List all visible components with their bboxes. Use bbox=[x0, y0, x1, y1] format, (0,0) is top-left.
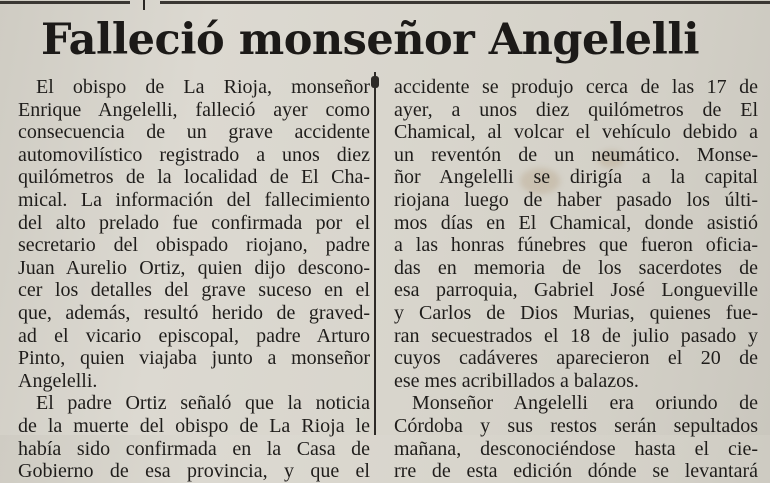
text-line: que, además, resultó herido de graved- bbox=[18, 301, 370, 324]
top-rule bbox=[0, 0, 770, 6]
text-line: de la muerte del obispo de La Rioja le bbox=[18, 414, 370, 437]
text-line: consecuencia de un grave accidente bbox=[18, 121, 370, 144]
text-line: Angelelli. bbox=[18, 369, 98, 392]
text-line: mañana, desconociéndose hasta el cie- bbox=[394, 437, 758, 460]
text-line: Monseñor Angelelli era oriundo de bbox=[412, 392, 758, 415]
text-line: ran secuestrados el 18 de julio pasado y bbox=[394, 324, 758, 347]
text-line: ñor Angelelli se dirigía a la capital bbox=[394, 166, 758, 189]
text-line: a las honras fúnebres que fueron oficia- bbox=[394, 234, 758, 257]
text-line: cuyos cadáveres aparecieron el 20 de bbox=[394, 347, 758, 370]
text-line: un reventón de un neumático. Monse- bbox=[394, 143, 758, 166]
article-column-right bbox=[394, 76, 758, 483]
text-line: había sido confirmada en la Casa de bbox=[18, 437, 370, 460]
column-divider-cap bbox=[371, 76, 379, 88]
text-line: esa parroquia, Gabriel José Longueville bbox=[394, 279, 758, 302]
article-column-left bbox=[18, 76, 370, 483]
text-line: Enrique Angelelli, falleció ayer como bbox=[18, 98, 370, 121]
headline: Falleció monseñor Angelelli bbox=[40, 15, 700, 65]
text-line: secretario del obispado riojano, padre bbox=[18, 234, 370, 257]
text-line: riojana luego de haber pasado los últi- bbox=[394, 188, 758, 211]
text-line: y Carlos de Dios Murias, quienes fue- bbox=[394, 301, 758, 324]
text-line: Gobierno de esa provincia, y que el bbox=[18, 460, 370, 483]
text-line: Chamical, al volcar el vehículo debido a bbox=[394, 121, 758, 144]
text-line: das en memoria de los sacerdotes de bbox=[394, 256, 758, 279]
text-line: cer los detalles del grave suceso en el bbox=[18, 279, 370, 302]
text-line: accidente se produjo cerca de las 17 de bbox=[394, 76, 758, 98]
text-line: Pinto, quien viajaba junto a monseñor bbox=[18, 347, 370, 370]
column-divider bbox=[374, 72, 376, 435]
text-line: quilómetros de la localidad de El Cha- bbox=[18, 166, 370, 189]
text-line: Córdoba y sus restos serán sepultados bbox=[394, 414, 758, 437]
text-line: ayer, a unos diez quilómetros de El bbox=[394, 98, 758, 121]
text-line: El padre Ortiz señaló que la noticia bbox=[36, 392, 370, 415]
text-line: mos días en El Chamical, donde asistió bbox=[394, 211, 758, 234]
text-line: automovilístico registrado a unos diez bbox=[18, 143, 370, 166]
text-line: del alto prelado fue confirmada por el bbox=[18, 211, 370, 234]
text-line: ad el vicario episcopal, padre Arturo bbox=[18, 324, 370, 347]
text-line: mical. La información del fallecimiento bbox=[18, 188, 370, 211]
text-line: rre de esta edición dónde se levantará bbox=[394, 460, 758, 483]
text-line: El obispo de La Rioja, monseñor bbox=[36, 76, 370, 98]
text-line: Juan Aurelio Ortiz, quien dijo descono- bbox=[18, 256, 370, 279]
text-line: ese mes acribillados a balazos. bbox=[394, 369, 639, 392]
